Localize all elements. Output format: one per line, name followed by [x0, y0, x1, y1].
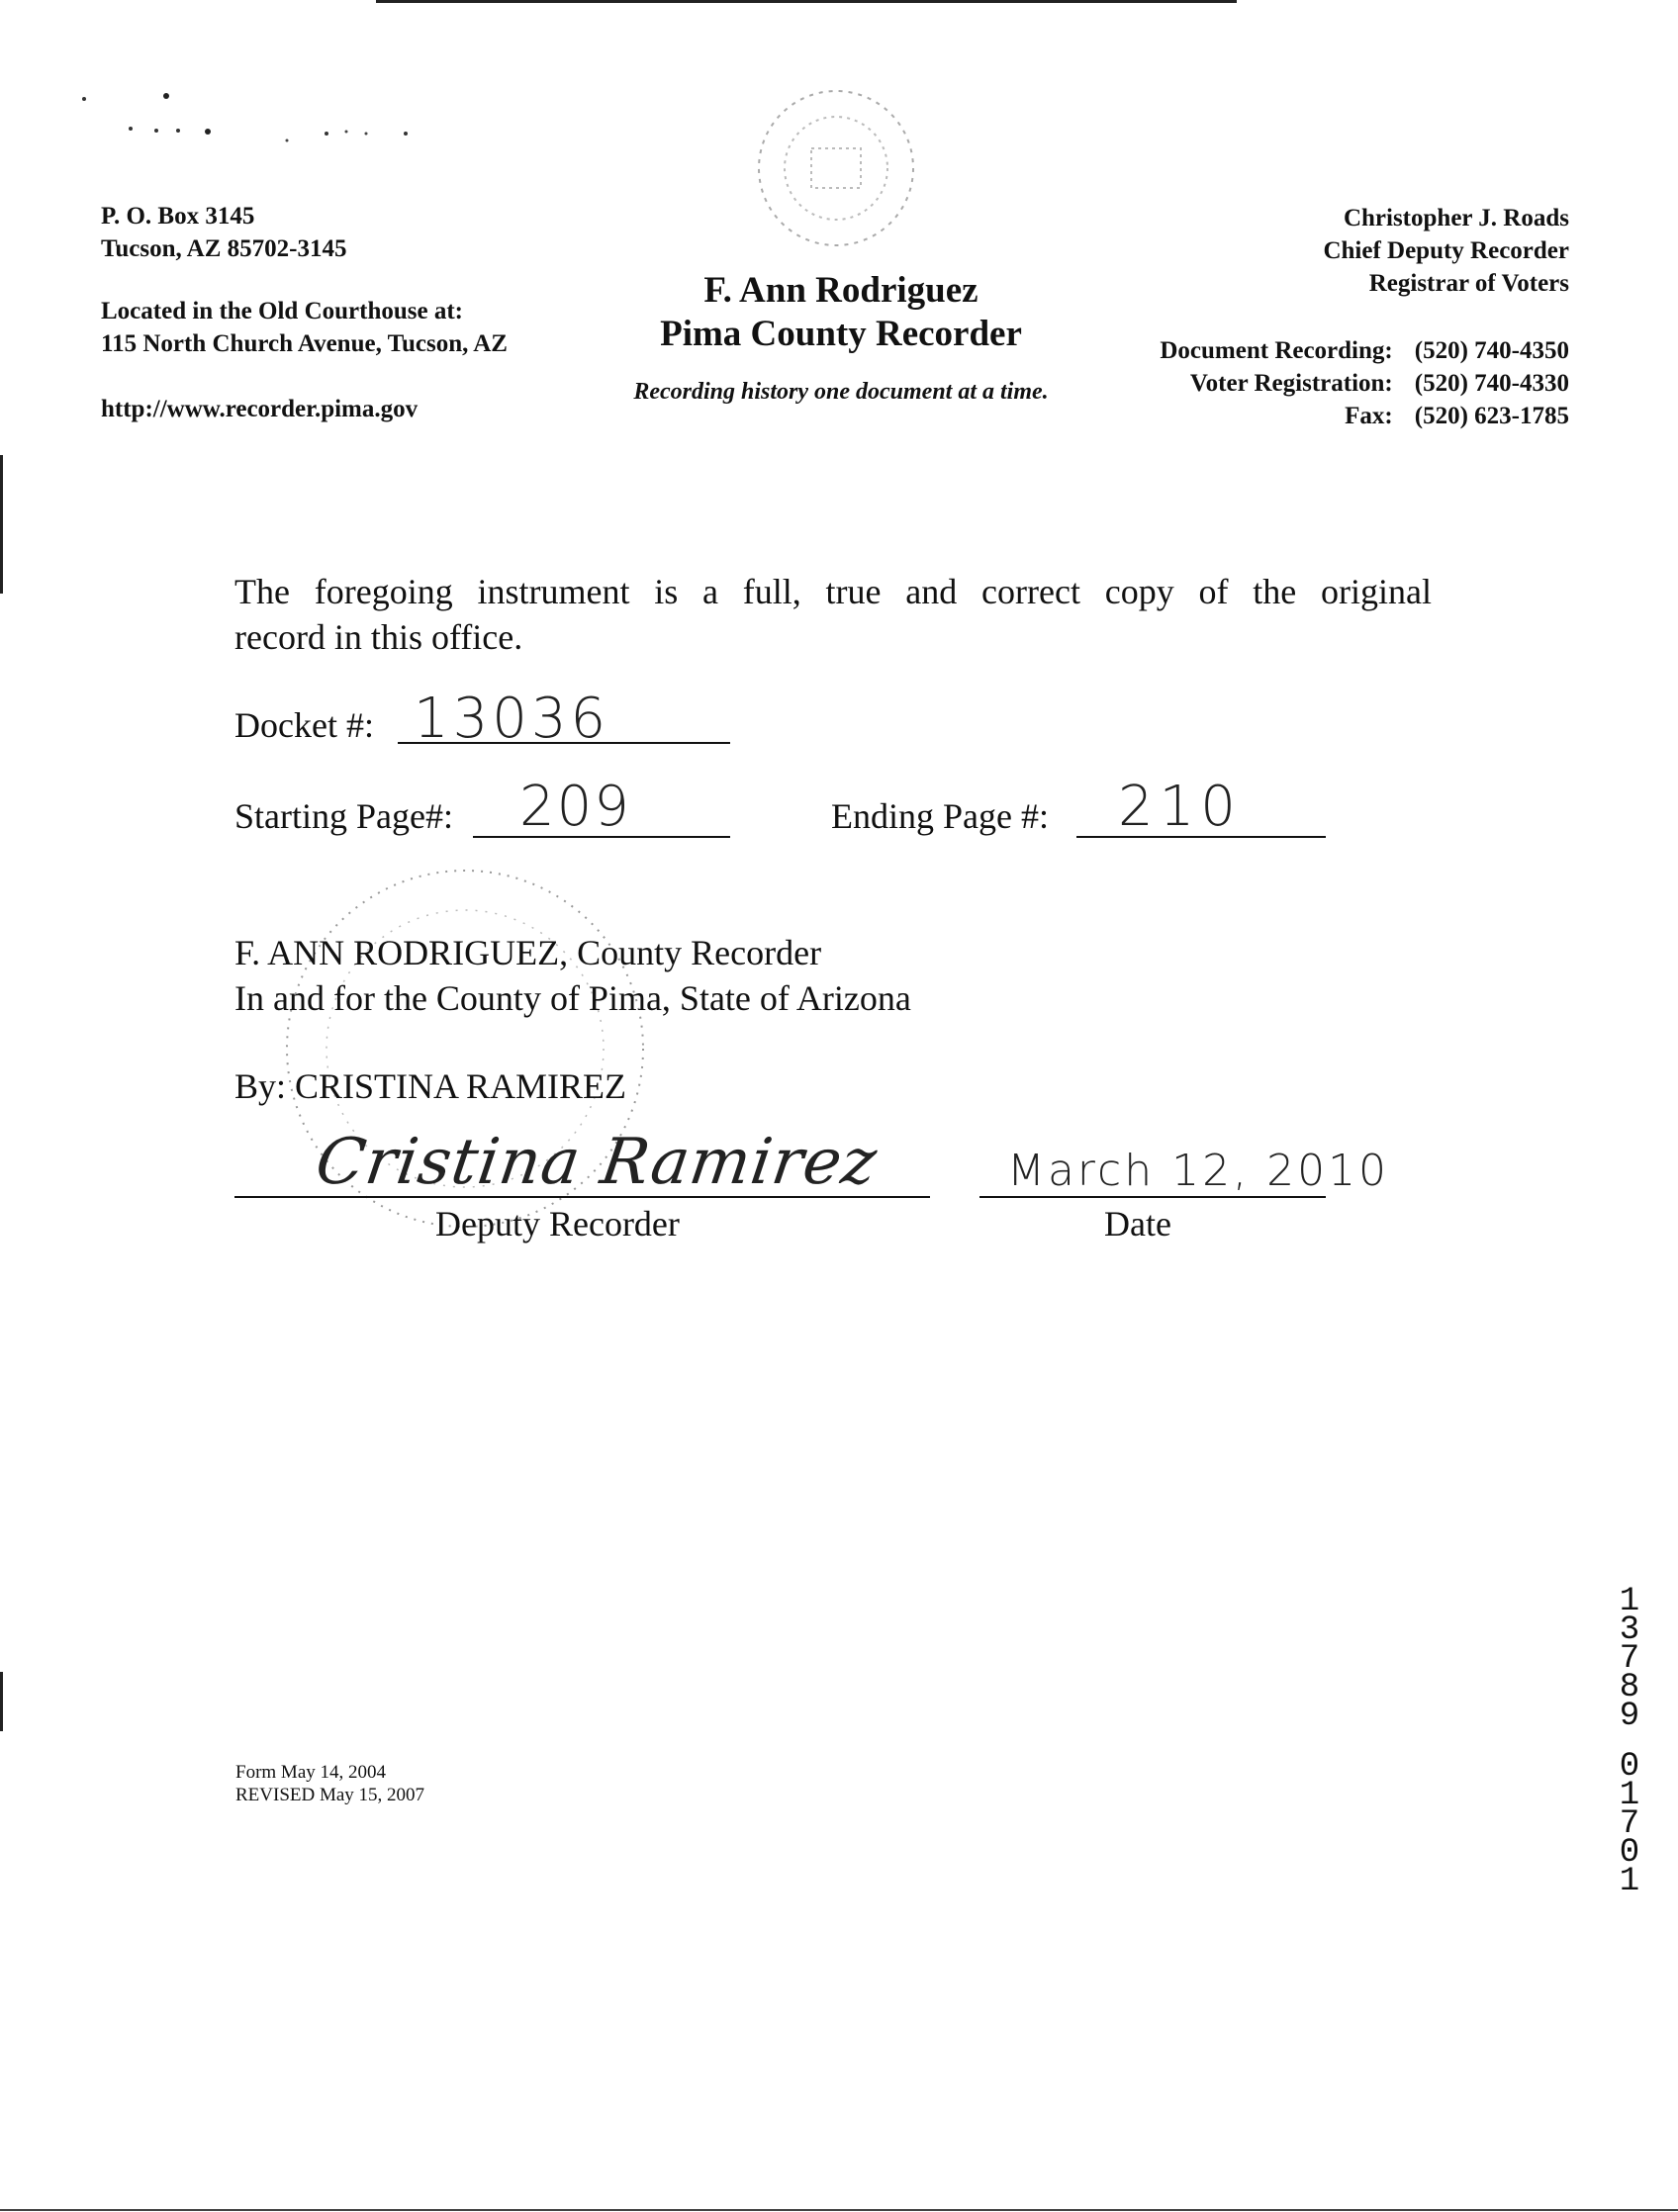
- registrar-title: Registrar of Voters: [1368, 270, 1569, 297]
- stamp-digit: 3: [1619, 1612, 1640, 1649]
- statement-line-1: The foregoing instrument is a full, true and correct copy of the original: [234, 572, 1432, 611]
- stamp-digit: 0: [1619, 1834, 1640, 1872]
- date-value: March 12, 2010: [1007, 1146, 1390, 1196]
- voter-registration-phone: (520) 740-4330: [1414, 370, 1569, 397]
- address-block: [101, 200, 508, 425]
- vertical-stamp-number: [1615, 1583, 1644, 1900]
- contact-block: [1039, 202, 1569, 432]
- scan-top-edge: [376, 0, 1237, 3]
- stamp-digit: 1: [1619, 1583, 1640, 1620]
- scan-bottom-edge: [0, 2209, 1678, 2211]
- fax-label: Fax:: [1345, 403, 1393, 429]
- revised-date: REVISED May 15, 2007: [235, 1785, 425, 1805]
- located-label: Located in the Old Courthouse at:: [101, 298, 463, 324]
- form-footer: [235, 1761, 424, 1806]
- fax-row: [1039, 400, 1569, 432]
- stamp-digit: 8: [1619, 1669, 1640, 1706]
- doc-recording-label: Document Recording:: [1160, 337, 1393, 364]
- form-date: Form May 14, 2004: [235, 1762, 386, 1783]
- starting-page-underline: [473, 836, 730, 838]
- city-line: Tucson, AZ 85702-3145: [101, 235, 347, 262]
- recorder-line: F. ANN RODRIGUEZ, County Recorder: [234, 933, 822, 972]
- voter-registration-row: [1039, 367, 1569, 400]
- doc-recording-row: [1039, 334, 1569, 367]
- ending-page-value: 210: [1118, 775, 1242, 839]
- tagline: Recording history one document at a time.: [633, 379, 1049, 405]
- stamp-digit: 1: [1619, 1777, 1640, 1814]
- stamp-digit: 9: [1619, 1698, 1640, 1735]
- docket-underline: [398, 742, 730, 744]
- by-line: By: CRISTINA RAMIREZ: [234, 1066, 627, 1106]
- scan-speckles: [79, 84, 416, 153]
- stamp-digit: 1: [1619, 1863, 1640, 1900]
- ending-page-label: Ending Page #:: [831, 796, 1049, 836]
- scan-left-edge: [0, 1672, 3, 1731]
- stamp-digit: 0: [1619, 1748, 1640, 1786]
- county-seal-emblem: [752, 84, 920, 262]
- starting-page-label: Starting Page#:: [234, 796, 453, 836]
- date-underline: [979, 1196, 1326, 1198]
- docket-label: Docket #:: [234, 705, 374, 745]
- street-address: 115 North Church Avenue, Tucson, AZ: [101, 330, 508, 357]
- chief-deputy-name: Christopher J. Roads: [1343, 205, 1569, 231]
- docket-value: 13036: [414, 687, 610, 751]
- stamp-digit: 7: [1619, 1805, 1640, 1843]
- ending-page-underline: [1076, 836, 1326, 838]
- signature-underline: [234, 1196, 930, 1198]
- fax-phone: (520) 623-1785: [1414, 403, 1569, 429]
- certification-statement: [234, 569, 1432, 660]
- chief-deputy-title: Chief Deputy Recorder: [1323, 237, 1569, 264]
- po-box: P. O. Box 3145: [101, 203, 255, 230]
- doc-recording-phone: (520) 740-4350: [1414, 337, 1569, 364]
- stamp-digit: 7: [1619, 1640, 1640, 1678]
- date-label: Date: [1104, 1204, 1171, 1244]
- recorder-name: F. Ann Rodriguez: [703, 270, 979, 311]
- county-line: In and for the County of Pima, State of Arizona: [234, 978, 911, 1018]
- starting-page-value: 209: [519, 775, 631, 839]
- recorder-office: Pima County Recorder: [660, 314, 1022, 354]
- deputy-recorder-label: Deputy Recorder: [435, 1204, 680, 1244]
- voter-registration-label: Voter Registration:: [1189, 370, 1393, 397]
- website-link[interactable]: http://www.recorder.pima.gov: [101, 396, 419, 422]
- scan-left-edge: [0, 455, 3, 594]
- deputy-signature: Cristina Ramirez: [311, 1126, 883, 1199]
- statement-line-2: record in this office.: [234, 617, 523, 657]
- recorder-title-block: [594, 269, 1088, 406]
